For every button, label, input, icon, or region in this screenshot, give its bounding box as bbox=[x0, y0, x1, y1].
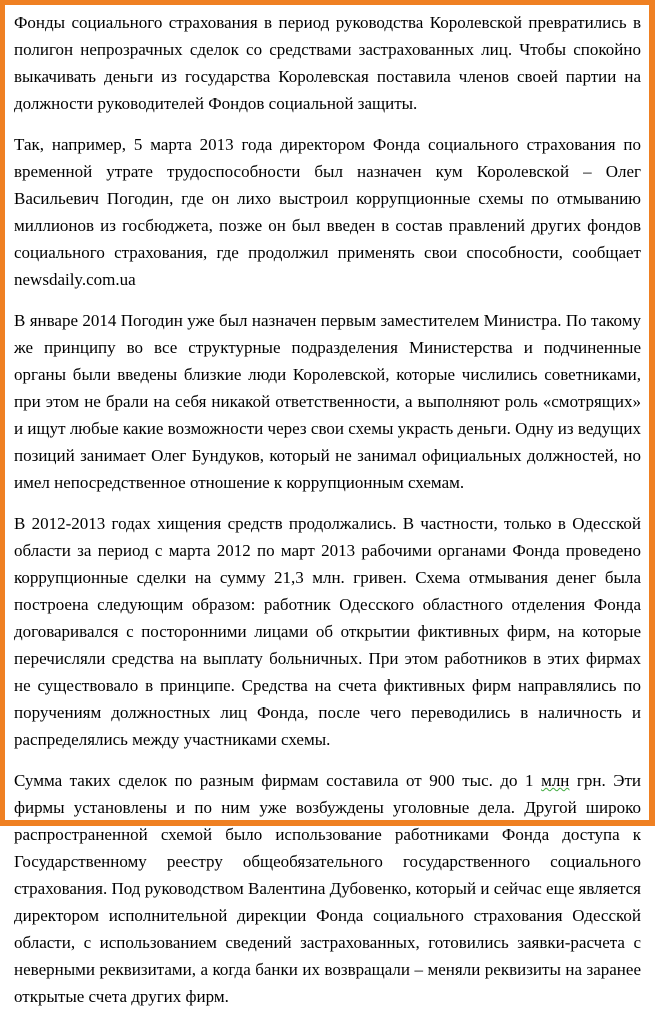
paragraph-3: В январе 2014 Погодин уже был назначен первым заместителем Министра. По такому же принципу во все структурные подразделения Министерства и подчиненные органы были введены близкие люди Королевской, которые числились советниками, при этом не брали на себя никакой ответственности, а выполняют роль «смотрящих» и ищут любые какие возможности через свои схемы украсть деньги. Одну из ведущих позиций занимает Олег Бундуков, который не занимал официальных должностей, но имел непосредственное отношение к коррупционным схемам. bbox=[14, 311, 641, 492]
paragraph-5 bbox=[14, 767, 641, 1010]
paragraph-4: В 2012-2013 годах хищения средств продолжались. В частности, только в Одесской области за период с марта 2012 по март 2013 рабочими органами Фонда проведено коррупционные сделки на сумму 21,3 млн. гривен. Схема отмывания денег была построена следующим образом: работник Одесского областного отделения Фонда договаривался с посторонними лицами об открытии фиктивных фирм, на которые перечисляли средства на выплату больничных. При этом работников в этих фирмах не существовало в принципе. Средства на счета фиктивных фирм направлялись по поручениям должностных лиц Фонда, после чего переводились в наличность и распределялись между участниками схемы. bbox=[14, 514, 641, 749]
paragraph-5-text-before: Сумма таких сделок по разным фирмам составила от 900 тыс. до 1 bbox=[14, 771, 542, 790]
paragraph-2: Так, например, 5 марта 2013 года директором Фонда социального страхования по временной утрате трудоспособности был назначен кум Королевской – Олег Васильевич Погодин, где он лихо выстроил коррупционные схемы по отмыванию миллионов из госбюджета, позже он был введен в состав правлений других фондов социального страхования, где продолжил применять свои способности, сообщает newsdaily.com.ua bbox=[14, 135, 641, 289]
paragraph-1: Фонды социального страхования в период руководства Королевской превратились в полигон непрозрачных сделок со средствами застрахованных лиц. Чтобы спокойно выкачивать деньги из государства Королевская поставила членов своей партии на должности руководителей Фондов социальной защиты. bbox=[14, 13, 641, 113]
article-text-body bbox=[7, 7, 648, 1006]
paragraph-5-text-after: грн. Эти фирмы установлены и по ним уже возбуждены уголовные дела. Другой широко распространенной схемой было использование работниками Фонда доступа к Государственному реестру общеобязательного государственного социального страхования. Под руководством Валентина Дубовенко, который и сейчас еще является директором исполнительной дирекции Фонда социального страхования Одесской области, с использованием сведений застрахованных, готовились заявки-расчета с неверными реквизитами, а когда банки их возвращали – меняли реквизиты на заранее открытые счета других фирм. bbox=[14, 771, 641, 1006]
spellcheck-flagged-word[interactable]: млн bbox=[541, 771, 570, 790]
